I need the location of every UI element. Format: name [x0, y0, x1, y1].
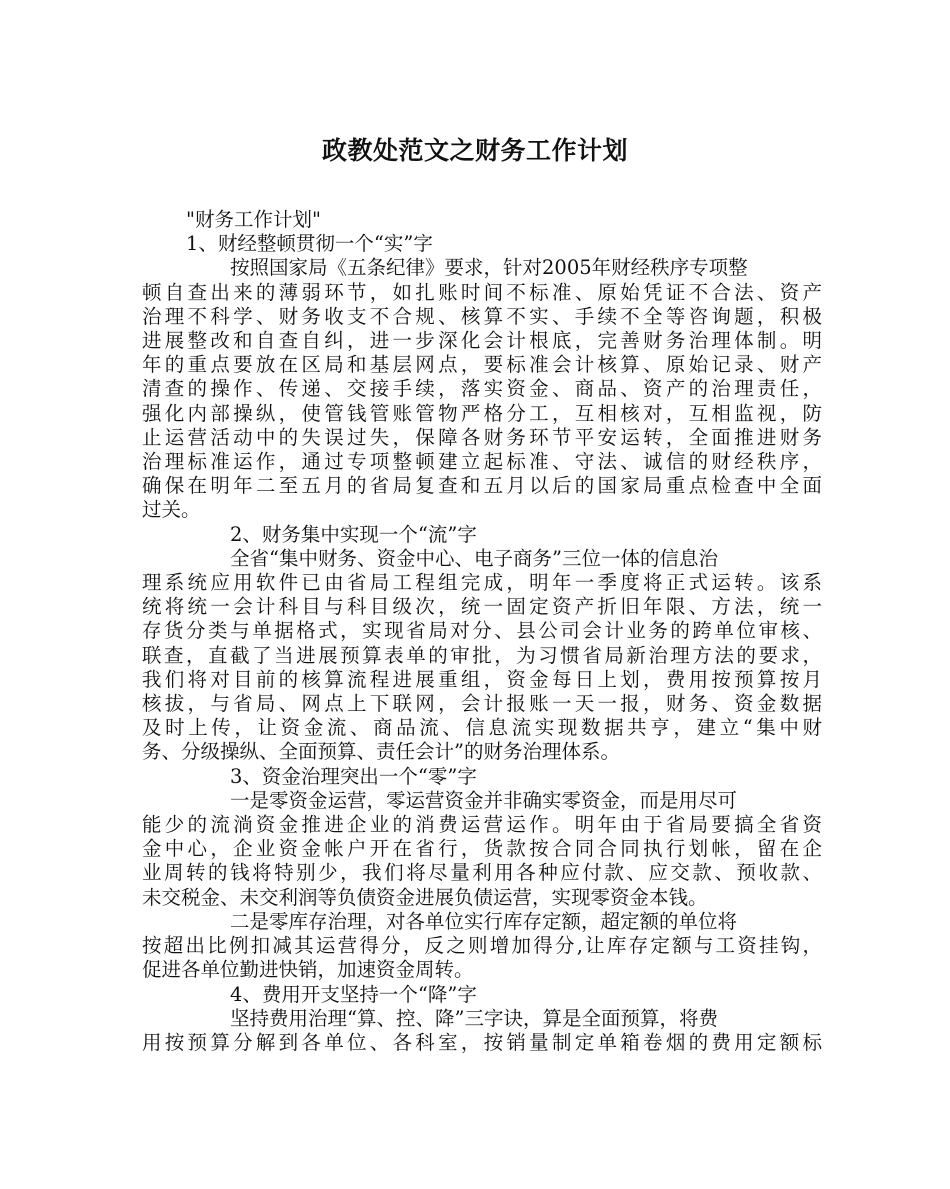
- text-line: 促进各单位勤进快销，加速资金周转。: [142, 958, 474, 982]
- text-line: 年的重点要放在区局和基层网点，要标准会计核算、原始记录、财产: [142, 353, 822, 377]
- text-line: 按照国家局《五条纪律》要求，针对2005年财经秩序专项整: [230, 256, 748, 280]
- document-title: 政教处范文之财务工作计划: [321, 136, 628, 165]
- text-line: 核拔，与省局、网点上下联网，会计报账一天一报，财务、资金数据: [142, 692, 822, 716]
- text-line: 统将统一会计科目与科目级次，统一固定资产折旧年限、方法，统一: [142, 595, 822, 619]
- text-line: 业周转的钱将特别少，我们将尽量利用各种应付款、应交款、预收款、: [142, 861, 822, 885]
- text-line: "财务工作计划": [186, 208, 321, 231]
- text-line: 按超出比例扣减其运营得分，反之则增加得分,让库存定额与工资挂钩，: [142, 934, 822, 958]
- section-heading-4: 4、费用开支坚持一个“降”字: [230, 982, 477, 1006]
- text-line: 治理不科学、财务收支不合规、核算不实、手续不全等咨询题，积极: [142, 304, 822, 328]
- section-heading-1: 1、财经整顿贯彻一个“实”字: [186, 232, 433, 256]
- text-line: 未交税金、未交利润等负债资金进展负债运营，实现零资金本钱。: [142, 885, 708, 909]
- text-line: 存货分类与单据格式，实现省局对分、县公司会计业务的跨单位审核、: [142, 619, 822, 643]
- document-body: [142, 208, 822, 1055]
- text-line: 能少的流淌资金推进企业的消费运营运作。明年由于省局要搞全省资: [142, 813, 822, 837]
- text-line: 及时上传，让资金流、商品流、信息流实现数据共亨，建立“集中财: [142, 716, 822, 740]
- text-line: 务、分级操纵、全面预算、责任会计”的财务治理体系。: [142, 740, 620, 764]
- text-line: 强化内部操纵，使管钱管账管物严格分工，互相核对，互相监视，防: [142, 401, 822, 425]
- text-line: 金中心，企业资金帐户开在省行，货款按合同合同执行划帐，留在企: [142, 837, 822, 861]
- text-line: 坚持费用治理“算、控、降”三字诀，算是全面预算，将费: [230, 1006, 718, 1030]
- text-line: 二是零库存治理，对各单位实行库存定额，超定额的单位将: [230, 909, 738, 933]
- text-line: 过关。: [142, 498, 201, 522]
- text-line: 清查的操作、传递、交接手续，落实资金、商品、资产的治理责任，: [142, 377, 822, 401]
- section-heading-3: 3、资金治理突出一个“零”字: [230, 764, 477, 788]
- text-line: 全省“集中财务、资金中心、电子商务”三位一体的信息治: [230, 546, 718, 570]
- text-line: 治理标准运作，通过专项整顿建立起标准、守法、诚信的财经秩序，: [142, 450, 822, 474]
- section-heading-2: 2、财务集中实现一个“流”字: [230, 522, 477, 546]
- text-line: 一是零资金运营，零运营资金并非确实零资金，而是用尽可: [230, 788, 738, 812]
- text-line: 顿自查出来的薄弱环节，如扎账时间不标准、原始凭证不合法、资产: [142, 280, 822, 304]
- text-line: 理系统应用软件已由省局工程组完成，明年一季度将正式运转。该系: [142, 571, 822, 595]
- text-line: 确保在明年二至五月的省局复查和五月以后的国家局重点检查中全面: [142, 474, 822, 498]
- text-line: 用按预算分解到各单位、各科室，按销量制定单箱卷烟的费用定额标: [142, 1030, 822, 1054]
- text-line: 联查，直截了当进展预算表单的审批，为习惯省局新治理方法的要求，: [142, 643, 822, 667]
- text-line: 进展整改和自查自纠，进一步深化会计根底，完善财务治理体制。明: [142, 329, 822, 353]
- text-line: 我们将对目前的核算流程进展重组，资金每日上划，费用按预算按月: [142, 667, 822, 691]
- text-line: 止运营活动中的失误过失，保障各财务环节平安运转，全面推进财务: [142, 425, 822, 449]
